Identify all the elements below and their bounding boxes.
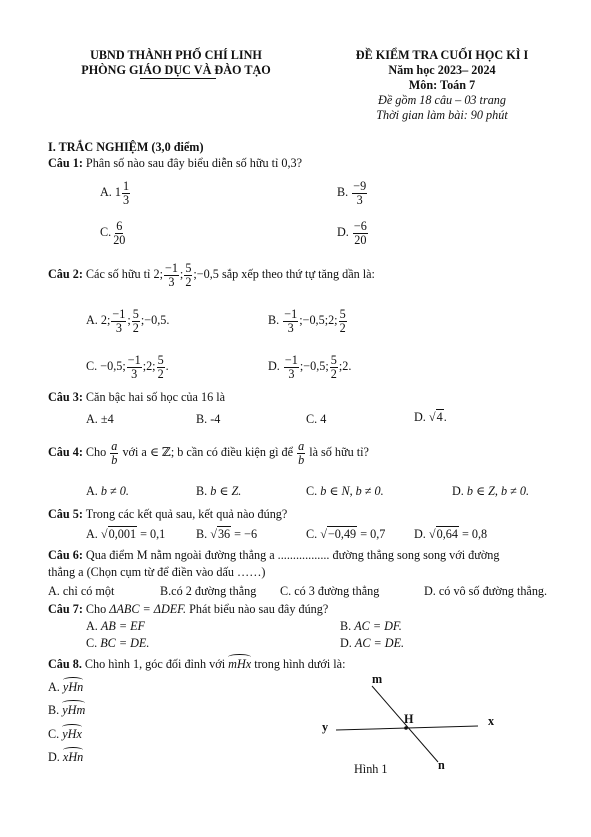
question-2: Câu 2: Các số hữu tỉ 2; $\frac{-1}{3}$ ; $\frac{5}{2}$ ;−0,5 sắp xếp theo thứ tự tăng dần là:: [48, 261, 375, 289]
label-x: x: [488, 714, 495, 728]
question-7: Câu 7: Cho ΔABC = ΔDEF. Phát biểu nào sau đây đúng?: [48, 602, 329, 616]
question-1: Câu 1: Phân số nào sau đây biểu diễn số hữu tỉ 0,3?: [48, 156, 303, 170]
header-right-line2: Năm học 2023– 2024: [388, 63, 496, 77]
header-right-line5: Thời gian làm bài: 90 phút: [376, 108, 508, 122]
question-3: Câu 3: Căn bậc hai số học của 16 là: [48, 390, 226, 404]
q2-option-b: B. $\frac{-1}{3}$ ;−0,5;2; $\frac{5}{2}$: [268, 307, 346, 335]
q7-option-a: A. AB = EF: [86, 619, 146, 633]
q5-option-d: D. √0,64 = 0,8: [414, 527, 488, 541]
q6-option-b: B.có 2 đường thẳng: [160, 584, 257, 598]
q3-option-b: B. -4: [196, 412, 221, 426]
q7-option-c: C. BC = DE.: [86, 636, 150, 650]
q5-option-a: A. √0,001 = 0,1: [86, 527, 166, 541]
question-5: Câu 5: Trong các kết quả sau, kết quả nào đúng?: [48, 507, 288, 521]
q2-option-d: D. $\frac{-1}{3}$ ;−0,5; $\frac{5}{2}$ ;2.: [268, 353, 352, 381]
label-n: n: [438, 758, 445, 772]
q8-option-a: A. yHn: [48, 680, 84, 694]
figure-caption: Hình 1: [354, 762, 388, 776]
q2-option-a: A. 2; $\frac{-1}{3}$ ; $\frac{5}{2}$ ;−0,5.: [86, 307, 170, 335]
q8-option-b: B. yHm: [48, 703, 86, 717]
q3-option-c: C. 4: [306, 412, 327, 426]
q4-option-b: B. b ∈ Z.: [196, 484, 242, 498]
q6-option-a: A. chỉ có một: [48, 584, 115, 598]
header-left-line2: PHÒNG GIÁO DỤC VÀ ĐÀO TẠO: [81, 63, 271, 77]
header-right-line3: Môn: Toán 7: [408, 78, 476, 92]
header-underline: [140, 78, 216, 79]
q5-option-c: C. √−0,49 = 0,7: [306, 527, 386, 541]
q2-option-c: C. −0,5; $\frac{-1}{3}$ ;2; $\frac{5}{2}$ .: [86, 353, 169, 381]
q1-option-d: D. $\frac{-6}{20}$: [337, 219, 367, 247]
label-y: y: [322, 720, 329, 734]
q1-option-b: B. $\frac{-9}{3}$: [337, 179, 367, 207]
q8-option-c: C. yHx: [48, 727, 82, 741]
header-right-line4: Đề gồm 18 câu – 03 trang: [378, 93, 506, 107]
q4-option-d: D. b ∈ Z, b ≠ 0.: [452, 484, 530, 498]
label-m: m: [372, 672, 383, 686]
q5-option-b: B. √36 = −6: [196, 527, 258, 541]
q1-option-c: C. $\frac{6}{20}$: [100, 219, 126, 247]
header-right-line1: ĐỀ KIỂM TRA CUỐI HỌC KÌ I: [355, 48, 529, 62]
q6-option-c: C. có 3 đường thẳng: [280, 584, 380, 598]
question-6: Câu 6: Qua điểm M nằm ngoài đường thẳng a ................. đường thẳng song song với đường: [48, 548, 500, 562]
q6-option-d: D. có vô số đường thẳng.: [424, 584, 548, 598]
q3-option-a: A. ±4: [86, 412, 114, 426]
section-title: I. TRẮC NGHIỆM (3,0 điểm): [48, 140, 204, 154]
q3-option-d: D. √4.: [414, 410, 447, 424]
question-6-line2: thẳng a (Chọn cụm từ để điền vào dấu ……): [48, 565, 266, 579]
q4-option-c: C. b ∈ N, b ≠ 0.: [306, 484, 384, 498]
q8-option-d: D. xHn: [48, 750, 84, 764]
question-4: Câu 4: Cho $\frac{a}{b}$ với a ∈ ℤ; b cần có điều kiện gì để $\frac{a}{b}$ là số hữu tỉ?: [48, 439, 369, 467]
q7-option-d: D. AC = DE.: [340, 636, 405, 650]
q1-option-a: A. 1 $\frac{1}{3}$: [100, 179, 130, 207]
header-left-line1: UBND THÀNH PHỐ CHÍ LINH: [90, 48, 262, 62]
question-8: Câu 8. Cho hình 1, góc đối đỉnh với mHx trong hình dưới là:: [48, 657, 346, 671]
label-h: H: [404, 712, 414, 726]
q7-option-b: B. AC = DF.: [340, 619, 402, 633]
q4-option-a: A. b ≠ 0.: [86, 484, 129, 498]
